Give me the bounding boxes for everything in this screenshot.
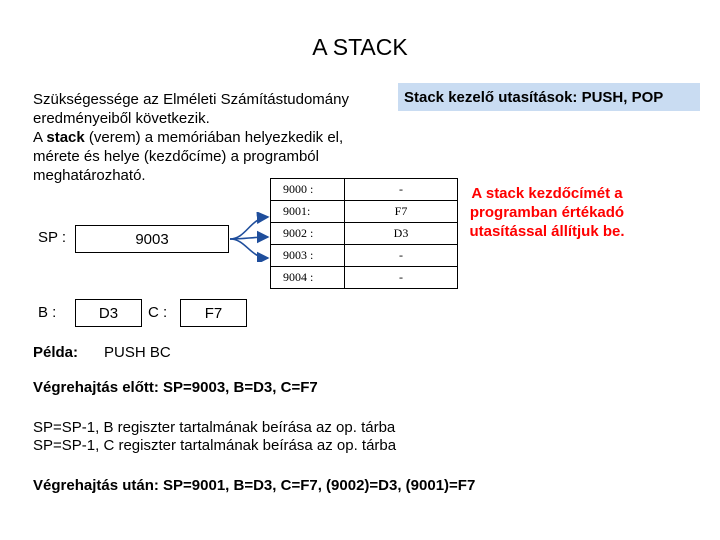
sp-label: SP : — [38, 229, 67, 246]
arrow-to-9001 — [230, 217, 268, 239]
intro-line-3-after: (verem) a memóriában helyezkedik el, — [84, 129, 344, 146]
stack-row — [271, 201, 458, 223]
stack-value: - — [345, 245, 458, 267]
stack-value: - — [345, 267, 458, 289]
example-label: Példa: — [33, 344, 79, 361]
arrow-to-9003 — [230, 239, 268, 258]
before-execution: Végrehajtás előtt: SP=9003, B=D3, C=F7 — [33, 379, 318, 396]
stack-row — [271, 245, 458, 267]
step-2: SP=SP-1, C regiszter tartalmának beírása az op. tárba — [33, 437, 397, 454]
stack-address: 9003 : — [271, 245, 345, 267]
stack-row — [271, 223, 458, 245]
intro-line-1: Szükségessége az Elméleti Számítástudomány — [33, 91, 349, 108]
after-execution: Végrehajtás után: SP=9001, B=D3, C=F7, (9002)=D3, (9001)=F7 — [33, 477, 476, 494]
sp-register-box: 9003 — [75, 225, 229, 253]
step-1: SP=SP-1, B regiszter tartalmának beírása az op. tárba — [33, 419, 396, 436]
stack-value: F7 — [345, 201, 458, 223]
intro-line-3-before: A — [33, 129, 47, 146]
sp-pointer-arrows — [228, 212, 274, 262]
stack-row — [271, 179, 458, 201]
intro-line-5: meghatározható. — [33, 167, 146, 184]
c-register-box: F7 — [180, 299, 247, 327]
stack-start-note — [457, 184, 637, 241]
stack-address: 9001: — [271, 201, 345, 223]
stack-address: 9000 : — [271, 179, 345, 201]
stack-value: D3 — [345, 223, 458, 245]
page-title: A STACK — [312, 34, 408, 60]
intro-line-3 — [33, 128, 393, 147]
c-label: C : — [148, 304, 168, 321]
intro-stack-word: stack — [46, 129, 85, 146]
intro-line-2: eredményeiből következik. — [33, 110, 210, 127]
b-register-box: D3 — [75, 299, 142, 327]
note-line-1: A stack kezdőcímét a — [471, 185, 623, 202]
b-label: B : — [38, 304, 57, 321]
note-line-3: utasítással állítjuk be. — [469, 223, 625, 240]
stack-memory-table — [270, 178, 458, 289]
intro-line-4: mérete és helye (kezdőcíme) a programból — [33, 148, 319, 165]
stack-value: - — [345, 179, 458, 201]
stack-commands-box: Stack kezelő utasítások: PUSH, POP — [398, 83, 700, 111]
note-line-2: programban értékadó — [469, 204, 625, 221]
example-instruction: PUSH BC — [104, 344, 171, 361]
stack-row — [271, 267, 458, 289]
intro-text — [33, 90, 393, 185]
stack-address: 9002 : — [271, 223, 345, 245]
stack-address: 9004 : — [271, 267, 345, 289]
